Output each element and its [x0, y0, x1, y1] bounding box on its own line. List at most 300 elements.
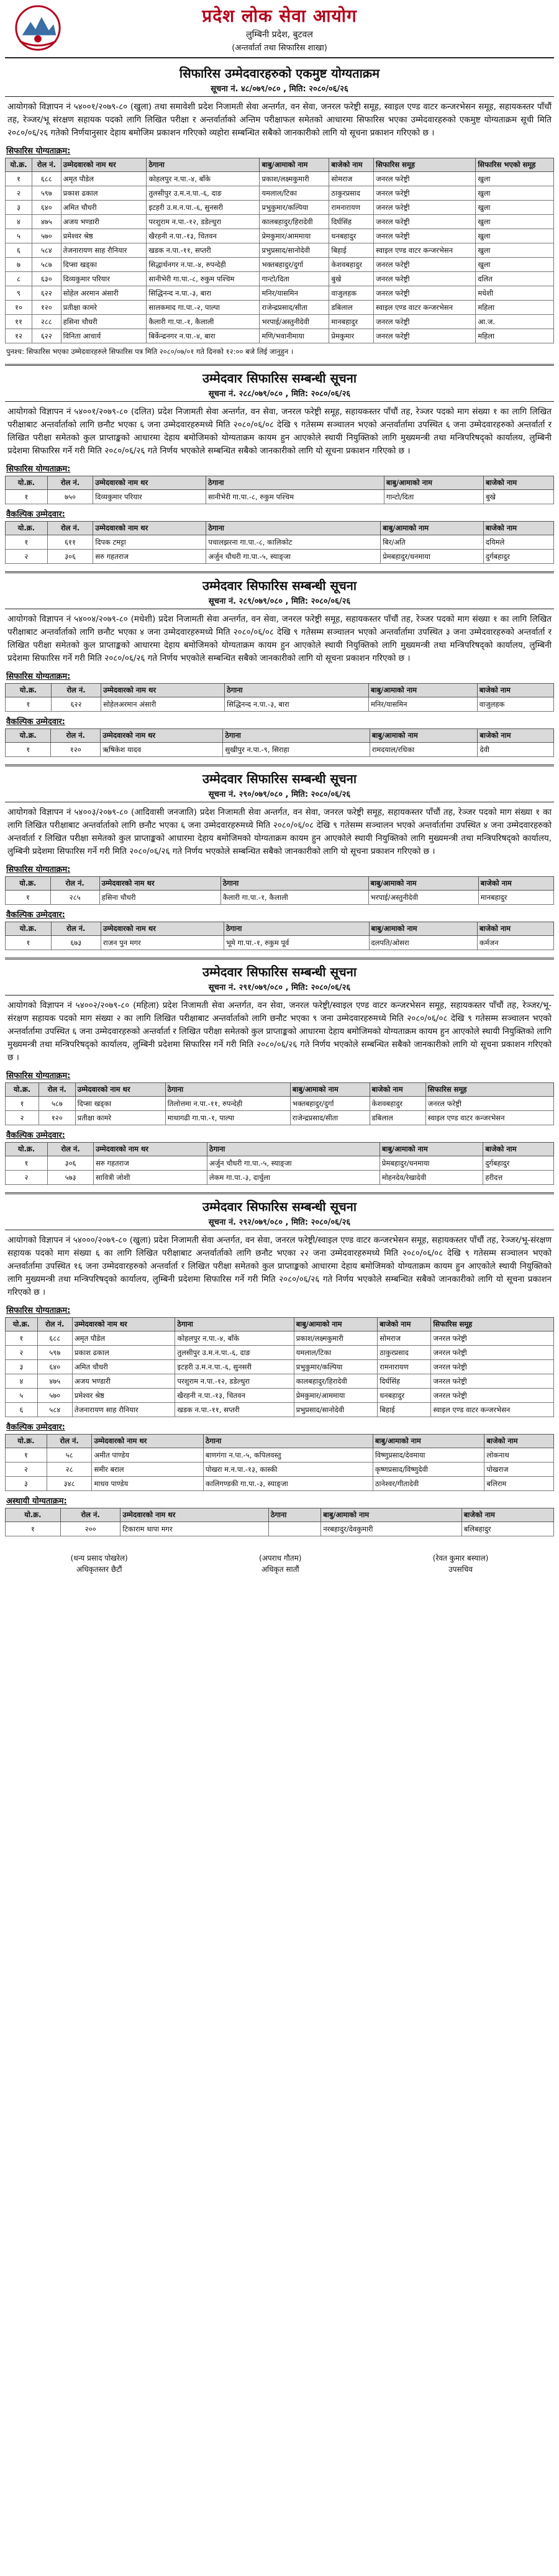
- table-cell: कालबहादुर/हिरादेवी: [260, 215, 329, 229]
- table-header-cell: बाजेको नाम: [478, 877, 553, 891]
- table-cell: सालकमाद गा.पा.-२, पाल्पा: [147, 301, 260, 315]
- table-row: [6, 490, 554, 504]
- notice-number: सूचना नं. ४८/०७९/०८० , मिति: २०८०/०६/२६: [5, 83, 554, 97]
- notice-number: सूचना नं. २८९/०७९/०८० , मिति: २०८०/०६/२६: [5, 595, 554, 609]
- table-header-cell: बाजेको नाम: [370, 1083, 425, 1097]
- table-cell: प्रेमबहादुर/धनमाया: [381, 550, 484, 564]
- table-cell: जनरल फरेष्ट्री: [374, 229, 476, 243]
- table-cell: १२०: [51, 743, 101, 757]
- table-label: सिफारिस योग्यताक्रम:: [6, 865, 71, 874]
- table-cell: जनरल फरेष्ट्री: [425, 1097, 553, 1111]
- table-header-cell: बाबु/आमाको नाम: [369, 684, 478, 697]
- notice-number: सूचना नं. २९०/०७९/०८० , मिति: २०८०/०६/२६: [5, 788, 554, 802]
- table-cell: ४७५: [37, 1374, 72, 1389]
- table-cell: ६२२: [32, 329, 61, 343]
- table-cell: ७५०: [47, 490, 93, 504]
- table-header-cell: उम्मेदवारको नाम थर: [101, 684, 225, 697]
- table-header-cell: यो.क्र.: [6, 1143, 48, 1156]
- table-header-cell: बाजेको नाम: [477, 922, 553, 936]
- signatory-2-role: अधिकृत सातौं: [261, 1565, 299, 1574]
- table-cell: ५९७: [32, 186, 61, 201]
- table-cell: दुर्गबहादुर: [483, 1156, 554, 1171]
- table-cell: पोखराज: [484, 1463, 554, 1477]
- table-header-row: [6, 729, 554, 743]
- table-cell: ५८७: [32, 258, 61, 272]
- table-cell: राजेन्द्रप्रसाद/सीता: [290, 1111, 370, 1125]
- table-header-cell: ठेगाना: [203, 1435, 373, 1448]
- table-cell: लेकम गा.पा.-३, दार्चुला: [207, 1171, 379, 1185]
- notice-paragraph: आयोगको विज्ञापन नं ५४००४/२०७९-८० (मधेशी) प्रदेश निजामती सेवा अन्तर्गत, वन सेवा, जनरल फरेष्ट्री समूह, सहायकस्तर पाँचौं तह, रेञ्जर पदको माग संख्या १ का लागि लिखित परीक्षाबाट अन्तर्वार्ताको लागि छनौट भएका ४ जना उम्मेदवारहरुमध्ये मिति २०८०/०६/०८ देखि ९ गतेसम्म सञ्चालन भएको अन्तर्वार्तामा उपस्थित ३ जना उम्मेदवारहरुको अन्तर्वार्ता र लिखित परीक्षा समेतको कुल प्राप्ताङ्कको आधारमा देहाय बमोजिमको योग्यताक्रम कायम हुन आएकोले स्थायी नियुक्तिको लागि मुख्यमन्त्री तथा मन्त्रिपरिषद्को कार्यालय, लुम्बिनी प्रदेशमा सिफारिस गर्ने गरी मिति २०८०/०६/२६ गते निर्णय भएकोले सम्बन्धित सबैको जानकारीको लागि यो सूचना प्रकाशन गरिएको छ ।: [7, 614, 552, 663]
- table-header-cell: बाबु/आमाको नाम: [379, 1143, 483, 1156]
- table-cell: सानीभेरी गा.पा.-८, रुकुम पश्चिम: [147, 272, 260, 286]
- section-divider: [5, 571, 554, 573]
- table-row: [6, 1389, 554, 1403]
- candidate-table: [5, 521, 554, 564]
- table-cell: १: [6, 891, 51, 905]
- candidate-table: [5, 1082, 554, 1125]
- table-cell: विष्णुप्रसाद/देवमाया: [373, 1448, 484, 1463]
- table-cell: ५७३: [48, 1171, 94, 1185]
- table-header-cell: रोल नं.: [51, 684, 101, 697]
- table-cell: दिव्यकुमार परियार: [61, 272, 147, 286]
- table-cell: नरबहादुर/देवकुमारी: [321, 1522, 462, 1536]
- notice-paragraph: आयोगको विज्ञापन नं ५४००३/२०७९-८० (आदिवासी जनजाति) प्रदेश निजामती सेवा अन्तर्गत, वन सेवा, जनरल फरेष्ट्री समूह, सहायकस्तर पाँचौं तह, रेञ्जर पदको माग संख्या १ का लागि लिखित परीक्षाबाट अन्तर्वार्ताको लागि छनौट भएका ६ जना उम्मेदवारहरुमध्ये मिति २०८०/०६/०८ देखि ९ गतेसम्म सञ्चालन भएको अन्तर्वार्तामा उपस्थित ४ जना उम्मेदवारहरुको अन्तर्वार्ता र लिखित परीक्षा समेतको कुल प्राप्ताङ्कको आधारमा देहाय बमोजिमको योग्यताक्रम कायम हुन आएकोले स्थायी नियुक्तिको लागि मुख्यमन्त्री तथा मन्त्रिपरिषद्को कार्यालय, लुम्बिनी प्रदेशमा सिफारिस गर्ने गरी मिति २०८०/०६/२६ गते निर्णय भएकोले सम्बन्धित सबैको जानकारीको लागि यो सूचना प्रकाशन गरिएको छ ।: [7, 807, 552, 856]
- table-cell: अमित चौधरी: [72, 1360, 175, 1374]
- table-cell: सिद्धिनन्द न.पा.-३, बारा: [147, 286, 260, 301]
- table-cell: दलित: [476, 272, 554, 286]
- table-cell: मानबहादुर: [478, 891, 553, 905]
- table-header-cell: उम्मेदवारको नाम थर: [92, 1435, 203, 1448]
- table-header-cell: सिफारिस भएको समूह: [476, 158, 554, 172]
- table-cell: अमित चौधरी: [61, 201, 147, 215]
- table-cell: ५८: [47, 1448, 92, 1463]
- table-cell: २८५: [50, 891, 99, 905]
- notice-number: सूचना नं. २९२/०७९/०८० , मिति: २०८०/०६/२६: [5, 1216, 554, 1230]
- table-cell: महिला: [476, 329, 554, 343]
- table-cell: जनरल फरेष्ट्री: [374, 258, 476, 272]
- table-header-row: [6, 476, 554, 490]
- table-cell: ६३०: [32, 272, 61, 286]
- table-cell: सोमराज: [329, 172, 374, 186]
- table-cell: २८८: [32, 315, 61, 329]
- table-cell: ऋषिकेश यादव: [101, 743, 223, 757]
- table-header-cell: यो.क्र.: [6, 1508, 61, 1522]
- table-cell: कैलारी गा.पा.-१, कैलाली: [147, 315, 260, 329]
- table-cell: ५: [6, 1389, 38, 1403]
- table-header-cell: उम्मेदवारको नाम थर: [99, 877, 220, 891]
- table-cell: बलिराम: [484, 1477, 554, 1491]
- table-header-cell: बाबु/आमाको नाम: [368, 877, 478, 891]
- table-row: [6, 697, 554, 712]
- table-cell: गान्टो/दिता: [260, 272, 329, 286]
- candidate-table: [5, 922, 554, 950]
- table-header-cell: रोल नं.: [60, 1508, 120, 1522]
- table-header-row: [6, 922, 554, 936]
- table-header-cell: उम्मेदवारको नाम थर: [101, 922, 224, 936]
- signatory-3-name: (रेवत कुमार बस्याल): [432, 1554, 489, 1562]
- table-header-cell: उम्मेदवारको नाम थर: [101, 729, 223, 743]
- table-cell: अर्जुन चौधरी गा.पा.-५, स्याङ्जा: [207, 1156, 379, 1171]
- notice-number: सूचना नं. २९१/०७९/०८० , मिति: २०८०/०६/२६: [5, 981, 554, 995]
- table-cell: दिपक टमट्टा: [93, 535, 206, 550]
- table-cell: खडक न.पा.-११, सप्तरी: [147, 243, 260, 258]
- table-header-cell: यो.क्र.: [6, 1083, 39, 1097]
- table-cell: खुला: [476, 243, 554, 258]
- signatory-1: [71, 1553, 128, 1575]
- table-cell: खुला: [476, 186, 554, 201]
- table-header-cell: यो.क्र.: [6, 922, 52, 936]
- table-cell: प्रेमकुमार/आममाया: [260, 229, 329, 243]
- table-cell: अमीत पाण्डेय: [92, 1448, 203, 1463]
- table-cell: भरपाई/अस्तुनीदेवी: [260, 315, 329, 329]
- table-header-cell: बाजेको नाम: [329, 158, 374, 172]
- table-cell: स्वाइल एण्ड वाटर कन्जरभेसन: [425, 1111, 553, 1125]
- notice-sections: [5, 65, 554, 1536]
- table-cell: जनरल फरेष्ट्री: [374, 329, 476, 343]
- table-header-row: [6, 1083, 554, 1097]
- table-cell: ४७५: [32, 215, 61, 229]
- table-cell: प्रकाश ढकाल: [61, 186, 147, 201]
- section-divider: [5, 764, 554, 766]
- candidate-table: [5, 876, 554, 905]
- table-cell: बिहाई: [378, 1403, 431, 1417]
- table-cell: कृष्णप्रसाद/विष्णुदेवी: [373, 1463, 484, 1477]
- table-cell: सरु गहतराज: [94, 1156, 207, 1171]
- table-header-cell: बाजेको नाम: [477, 684, 553, 697]
- table-row: [6, 891, 554, 905]
- table-cell: जनरल फरेष्ट्री: [374, 201, 476, 215]
- table-cell: ५७०: [32, 229, 61, 243]
- table-header-cell: यो.क्र.: [6, 158, 32, 172]
- table-row: [6, 301, 554, 315]
- table-cell: जनरल फरेष्ट्री: [374, 172, 476, 186]
- table-cell: खुला: [476, 215, 554, 229]
- commission-header: [5, 0, 554, 58]
- table-row: [6, 1448, 554, 1463]
- table-header-cell: बाजेको नाम: [484, 1435, 554, 1448]
- table-cell: २: [6, 1171, 48, 1185]
- table-row: [6, 272, 554, 286]
- table-cell: १: [6, 172, 32, 186]
- table-header-cell: उम्मेदवारको नाम थर: [72, 1318, 175, 1331]
- table-cell: केशवबहादुर: [329, 258, 374, 272]
- table-cell: भक्तबहादुर/दुर्गा: [290, 1097, 370, 1111]
- table-cell: यमलाल/टिका: [294, 1346, 378, 1360]
- table-cell: ३: [6, 1477, 47, 1491]
- table-cell: ५८४: [32, 243, 61, 258]
- table-cell: कर्मजन: [477, 936, 553, 950]
- table-cell: १२: [6, 329, 32, 343]
- table-header-cell: बाजेको नाम: [483, 1143, 554, 1156]
- table-header-cell: ठेगाना: [207, 1143, 379, 1156]
- table-cell: मनिर/यासमिन: [260, 286, 329, 301]
- table-header-cell: यो.क्र.: [6, 522, 48, 535]
- table-cell: सोहेल अरमान अंसारी: [61, 286, 147, 301]
- table-header-cell: उम्मेदवारको नाम थर: [94, 1143, 207, 1156]
- table-row: [6, 936, 554, 950]
- notice-section: [5, 764, 554, 950]
- table-row: [6, 1346, 554, 1360]
- table-header-row: [6, 158, 554, 172]
- table-header-cell: ठेगाना: [175, 1318, 294, 1331]
- table-row: [6, 215, 554, 229]
- table-cell: ३०६: [47, 550, 93, 564]
- table-header-row: [6, 1143, 554, 1156]
- table-header-cell: बाजेको नाम: [478, 729, 554, 743]
- candidate-table: [5, 683, 554, 712]
- table-cell: मोहनदेव/रेखादेवी: [379, 1171, 483, 1185]
- table-header-cell: बाबु/आमाको नाम: [370, 729, 478, 743]
- table-cell: खुला: [476, 201, 554, 215]
- table-header-cell: यो.क्र.: [6, 684, 52, 697]
- table-cell: भक्तबहादुर/दुर्गा: [260, 258, 329, 272]
- table-header-cell: ठेगाना: [223, 729, 370, 743]
- section-title: उम्मेदवार सिफारिस सम्बन्धी सूचना: [202, 1199, 357, 1214]
- table-cell: दिर्घसिंह: [378, 1374, 431, 1389]
- table-cell: ६२२: [32, 286, 61, 301]
- table-cell: १: [6, 1331, 38, 1346]
- table-header-cell: ठेगाना: [224, 922, 369, 936]
- table-cell: ५७०: [37, 1389, 72, 1403]
- table-header-cell: बाबु/आमाको नाम: [290, 1083, 370, 1097]
- table-cell: इटहरी उ.म.न.पा.-६, सुनसरी: [147, 201, 260, 215]
- table-header-cell: यो.क्र.: [6, 729, 51, 743]
- table-cell: २: [6, 1463, 47, 1477]
- notice-number: सूचना नं. २८८/०७९/०८० , मिति: २०८०/०६/२६: [5, 388, 554, 402]
- table-cell: सरु गहतराज: [93, 550, 206, 564]
- table-cell: खुला: [476, 258, 554, 272]
- table-header-row: [6, 877, 554, 891]
- table-cell: तेजनारायण साह रौनियार: [72, 1403, 175, 1417]
- table-cell: केशवबहादुर: [370, 1097, 425, 1111]
- table-cell: १: [6, 490, 48, 504]
- table-cell: हरीदत्त: [483, 1171, 554, 1185]
- table-header-cell: ठेगाना: [165, 1083, 290, 1097]
- table-cell: डबिलाल: [329, 301, 374, 315]
- table-cell: बाणगंगा न.पा.-५, कपिलवस्तु: [203, 1448, 373, 1463]
- table-cell: ३०६: [48, 1156, 94, 1171]
- candidate-table: [5, 158, 554, 343]
- table-cell: यमलाल/टिका: [260, 186, 329, 201]
- table-cell: तिलोत्तमा न.पा.-११, रुपन्देही: [165, 1097, 290, 1111]
- table-cell: ११: [6, 315, 32, 329]
- table-cell: प्रकाश/लक्ष्मकुमारी: [294, 1331, 378, 1346]
- table-row: [6, 1463, 554, 1477]
- table-cell: सानीभेरी गा.पा.-८, रुकुम पश्चिम: [206, 490, 384, 504]
- table-label: वैकल्पिक उम्मेदवार:: [6, 1131, 65, 1140]
- candidate-table: [5, 1434, 554, 1491]
- table-header-cell: बाबु/आमाको नाम: [321, 1508, 462, 1522]
- table-cell: पोखरा म.न.पा.-१३, कास्की: [203, 1463, 373, 1477]
- table-row: [6, 315, 554, 329]
- table-header-row: [6, 1318, 554, 1331]
- table-cell: राजन पुन मगर: [101, 936, 224, 950]
- table-cell: गान्टो/दिता: [384, 490, 483, 504]
- table-cell: जनरल फरेष्ट्री: [431, 1346, 554, 1360]
- section-divider: [5, 1192, 554, 1194]
- table-cell: भूमे गा.पा.-१, रुकुम पूर्व: [224, 936, 369, 950]
- table-header-cell: रोल नं.: [51, 729, 101, 743]
- section-title: उम्मेदवार सिफारिस सम्बन्धी सूचना: [202, 371, 357, 386]
- table-cell: जनरल फरेष्ट्री: [374, 315, 476, 329]
- table-cell: तेजनारायण साह रौनियार: [61, 243, 147, 258]
- table-header-cell: रोल नं.: [47, 1435, 92, 1448]
- table-row: [6, 329, 554, 343]
- signatory-3: [433, 1553, 489, 1575]
- table-header-cell: सिफारिस समूह: [374, 158, 476, 172]
- table-cell: १२०: [32, 301, 61, 315]
- table-cell: ४: [6, 215, 32, 229]
- table-cell: खैरहनी न.पा.-१३, चितवन: [147, 229, 260, 243]
- table-cell: खुला: [476, 229, 554, 243]
- table-header-cell: बाजेको नाम: [461, 1508, 553, 1522]
- table-cell: हसिना चौधरी: [99, 891, 220, 905]
- table-cell: १: [6, 1156, 48, 1171]
- table-header-row: [6, 684, 554, 697]
- table-cell: ३: [6, 1360, 38, 1374]
- table-row: [6, 550, 554, 564]
- table-cell: स्वाइल एण्ड वाटर कन्जरभेसन: [374, 301, 476, 315]
- table-header-cell: सिफारिस समूह: [431, 1318, 554, 1331]
- table-header-cell: ठेगाना: [268, 1508, 320, 1522]
- table-cell: ६८८: [37, 1331, 72, 1346]
- table-cell: प्रेमबहादुर/धनमाया: [379, 1156, 483, 1171]
- table-label: सिफारिस योग्यताक्रम:: [6, 672, 71, 681]
- table-cell: हसिना चौधरी: [61, 315, 147, 329]
- table-cell: १: [6, 1448, 47, 1463]
- notice-page: [5, 0, 554, 1575]
- table-cell: मणि/भवानीमाया: [260, 329, 329, 343]
- candidate-table: [5, 1142, 554, 1185]
- notice-paragraph: आयोगको विज्ञापन नं ५४००२/२०७९-८० (महिला) प्रदेश निजामती सेवा अन्तर्गत, वन सेवा, जनरल फरेष्ट्री/स्वाइल एण्ड वाटर कन्जरभेसन समूह, सहायकस्तर पाँचौं तह, रेञ्जर/भू-संरक्षण सहायक पदको माग संख्या २ का लागि लिखित परीक्षाबाट अन्तर्वार्ताको लागि छनौट भएका ९ जना उम्मेदवारहरुमध्ये मिति २०८०/०६/०८ देखि ९ गतेसम्म सञ्चालन भएको अन्तर्वार्तामा उपस्थित ६ जना उम्मेदवारहरुको अन्तर्वार्ता र लिखित परीक्षा समेतको कुल प्राप्ताङ्कको आधारमा देहाय बमोजिमको योग्यताक्रम कायम हुन आएकोले स्थायी नियुक्तिको लागि मुख्यमन्त्री तथा मन्त्रिपरिषद्को कार्यालय, लुम्बिनी प्रदेशमा सिफारिस गर्ने गरी मिति २०८०/०६/२६ गते निर्णय भएकोले सम्बन्धित सबैको जानकारीको लागि यो सूचना प्रकाशन गरिएको छ ।: [7, 1000, 552, 1063]
- table-cell: आ.ज.: [476, 315, 554, 329]
- table-cell: प्रतीक्षा कामरे: [61, 301, 147, 315]
- table-cell: जनरल फरेष्ट्री: [431, 1389, 554, 1403]
- table-cell: धनबहादुर: [378, 1389, 431, 1403]
- table-label: अस्थायी योग्यताक्रम:: [6, 1497, 67, 1506]
- table-header-cell: ठेगाना: [220, 877, 368, 891]
- table-cell: जनरल फरेष्ट्री: [374, 286, 476, 301]
- table-header-row: [6, 1435, 554, 1448]
- table-header-cell: बाबु/आमाको नाम: [260, 158, 329, 172]
- table-header-cell: उम्मेदवारको नाम थर: [61, 158, 147, 172]
- table-cell: सोहेलअरमान अंसारी: [101, 697, 225, 712]
- table-label: सिफारिस योग्यताक्रम:: [6, 465, 71, 474]
- table-cell: राजेन्द्रप्रसाद/सीता: [260, 301, 329, 315]
- table-row: [6, 1374, 554, 1389]
- table-header-cell: सिफारिस समूह: [425, 1083, 553, 1097]
- table-row: [6, 1522, 554, 1536]
- table-header-cell: बाबु/आमाको नाम: [294, 1318, 378, 1331]
- table-cell: ५९७: [37, 1346, 72, 1360]
- table-cell: दुर्गबहादुर: [483, 550, 553, 564]
- notice-section: [5, 65, 554, 356]
- table-cell: १: [6, 743, 51, 757]
- table-cell: १: [6, 1522, 61, 1536]
- signatory-2: [259, 1553, 301, 1575]
- table-label: वैकल्पिक उम्मेदवार:: [6, 717, 65, 727]
- table-header-cell: उम्मेदवारको नाम थर: [120, 1508, 269, 1522]
- table-cell: इटहरी उ.म.न.पा.-६, सुनसरी: [175, 1360, 294, 1374]
- candidate-table: [5, 1317, 554, 1417]
- table-row: [6, 1360, 554, 1374]
- table-cell: बुखे: [483, 490, 553, 504]
- table-cell: माथागढी गा.पा.-१, पाल्पा: [165, 1111, 290, 1125]
- table-cell: जनरल फरेष्ट्री: [431, 1360, 554, 1374]
- section-title: उम्मेदवार सिफारिस सम्बन्धी सूचना: [202, 578, 357, 593]
- table-cell: ठाकुरप्रसाद: [378, 1346, 431, 1360]
- table-cell: स्वाइल एण्ड वाटर कन्जरभेसन: [374, 243, 476, 258]
- table-cell: २: [6, 1346, 38, 1360]
- table-header-cell: बाजेको नाम: [483, 476, 553, 490]
- table-cell: अजय भण्डारी: [72, 1374, 175, 1389]
- table-cell: ८: [6, 272, 32, 286]
- section-title: उम्मेदवार सिफारिस सम्बन्धी सूचना: [202, 964, 357, 979]
- table-header-cell: बाबु/आमाको नाम: [369, 922, 477, 936]
- table-cell: तुलसीपुर उ.म.न.पा.-६, दाङ: [175, 1346, 294, 1360]
- table-header-cell: रोल नं.: [39, 1083, 75, 1097]
- signatory-1-role: अधिकृतस्तर छैटौं: [76, 1565, 122, 1574]
- table-cell: माधव पाण्डेय: [92, 1477, 203, 1491]
- table-cell: रामनारायण: [329, 201, 374, 215]
- table-header-cell: रोल नं.: [48, 1143, 94, 1156]
- table-cell: कोहलपुर न.पा.-४, बाँके: [175, 1331, 294, 1346]
- table-row: [6, 1111, 554, 1125]
- table-row: [6, 201, 554, 215]
- table-header-cell: ठेगाना: [206, 522, 381, 535]
- table-label: सिफारिस योग्यताक्रम:: [6, 1071, 71, 1081]
- table-row: [6, 743, 554, 757]
- table-header-cell: ठेगाना: [225, 684, 369, 697]
- table-cell: जनरल फरेष्ट्री: [431, 1331, 554, 1346]
- table-header-cell: ठेगाना: [206, 476, 384, 490]
- table-cell: सावित्री जोशी: [94, 1171, 207, 1185]
- table-cell: दिप्सा खड्का: [75, 1097, 165, 1111]
- table-cell: सुखीपुर न.पा.-९, सिराहा: [223, 743, 370, 757]
- table-cell: ६११: [47, 535, 93, 550]
- table-cell: ३४८: [47, 1477, 92, 1491]
- commission-title: प्रदेश लोक सेवा आयोग: [202, 6, 357, 26]
- table-cell: २००: [60, 1522, 120, 1536]
- table-cell: १०: [6, 301, 32, 315]
- table-cell: ६७३: [51, 936, 101, 950]
- table-cell: सिद्धिनन्द न.पा.-३, बारा: [225, 697, 369, 712]
- table-cell: जनरल फरेष्ट्री: [431, 1374, 554, 1389]
- section-title: सिफारिस उम्मेदवारहरुको एकमुष्ट योग्यताक्रम: [179, 66, 380, 81]
- table-label: वैकल्पिक उम्मेदवार:: [6, 910, 65, 920]
- table-cell: रामदयाल/रधिका: [370, 743, 478, 757]
- table-header-row: [6, 1508, 554, 1522]
- notice-paragraph: आयोगको विज्ञापन नं ५४००१/२०७९-८० (दलित) प्रदेश निजामती सेवा अन्तर्गत, वन सेवा, जनरल फरेष्ट्री समूह, सहायकस्तर पाँचौं तह, रेञ्जर पदको माग संख्या १ का लागि लिखित परीक्षाबाट अन्तर्वार्ताको लागि छनौट भएका ६ जना उम्मेदवारहरुमध्ये मिति २०८०/०६/०८ देखि ९ गतेसम्म सञ्चालन भएको अन्तर्वार्तामा उपस्थित ६ जना उम्मेदवारहरुको अन्तर्वार्ता र लिखित परीक्षा समेतको कुल प्राप्ताङ्कको आधारमा देहाय बमोजिमको योग्यताक्रम कायम हुन आएकोले स्थायी नियुक्तिको लागि मुख्यमन्त्री तथा मन्त्रिपरिषद्को कार्यालय, लुम्बिनी प्रदेशमा सिफारिस गर्ने गरी मिति २०८०/०६/२६ गते निर्णय भएकोले सम्बन्धित सबैको जानकारीको लागि यो सूचना प्रकाशन गरिएको छ ।: [7, 407, 552, 456]
- table-cell: जनरल फरेष्ट्री: [374, 186, 476, 201]
- table-cell: टिकाराम थापा मगर: [120, 1522, 269, 1536]
- notice-section: [5, 571, 554, 757]
- notice-section: [5, 958, 554, 1185]
- table-cell: ५८४: [37, 1403, 72, 1417]
- table-header-cell: रोल नं.: [47, 476, 93, 490]
- section-divider: [5, 364, 554, 366]
- table-cell: सिद्धार्थनगर न.पा.-४, रुपन्देही: [147, 258, 260, 272]
- table-cell: प्रेमकुमार: [329, 329, 374, 343]
- table-cell: ६२२: [51, 697, 101, 712]
- table-cell: प्रकाश ढकाल: [72, 1346, 175, 1360]
- table-cell: ५८७: [39, 1097, 75, 1111]
- table-cell: वाजुलहक: [477, 697, 553, 712]
- table-header-cell: बाबु/आमाको नाम: [381, 522, 484, 535]
- table-header-cell: रोल नं.: [37, 1318, 72, 1331]
- notice-paragraph: आयोगको विज्ञापन नं ५४००१/२०७९-८० (खुला) तथा समावेशी प्रदेश निजामती सेवा अन्तर्गत, वन सेवा, जनरल फरेष्ट्री समूह, स्वाइल एण्ड वाटर कन्जरभेसन समूह, सहायकस्तर पाँचौं तह, रेञ्जर/भू संरक्षण सहायक पदको लागि लिखित परीक्षा र अन्तर्वार्ताको अन्तिम परीक्षाफल समेतको आधारमा सिफारिस भएका उम्मेदवारहरुको एकमुष्ट योग्यताक्रम सूची मिति २०८०/०६/२६ गतेको निर्णयानुसार देहाय बमोजिम प्रकाशन गरिएको व्यहोरा सम्बन्धित सबैको जानकारीको लागि यो सूचना प्रकाशन गरिएको छ ।: [7, 102, 552, 138]
- table-cell: १: [6, 697, 52, 712]
